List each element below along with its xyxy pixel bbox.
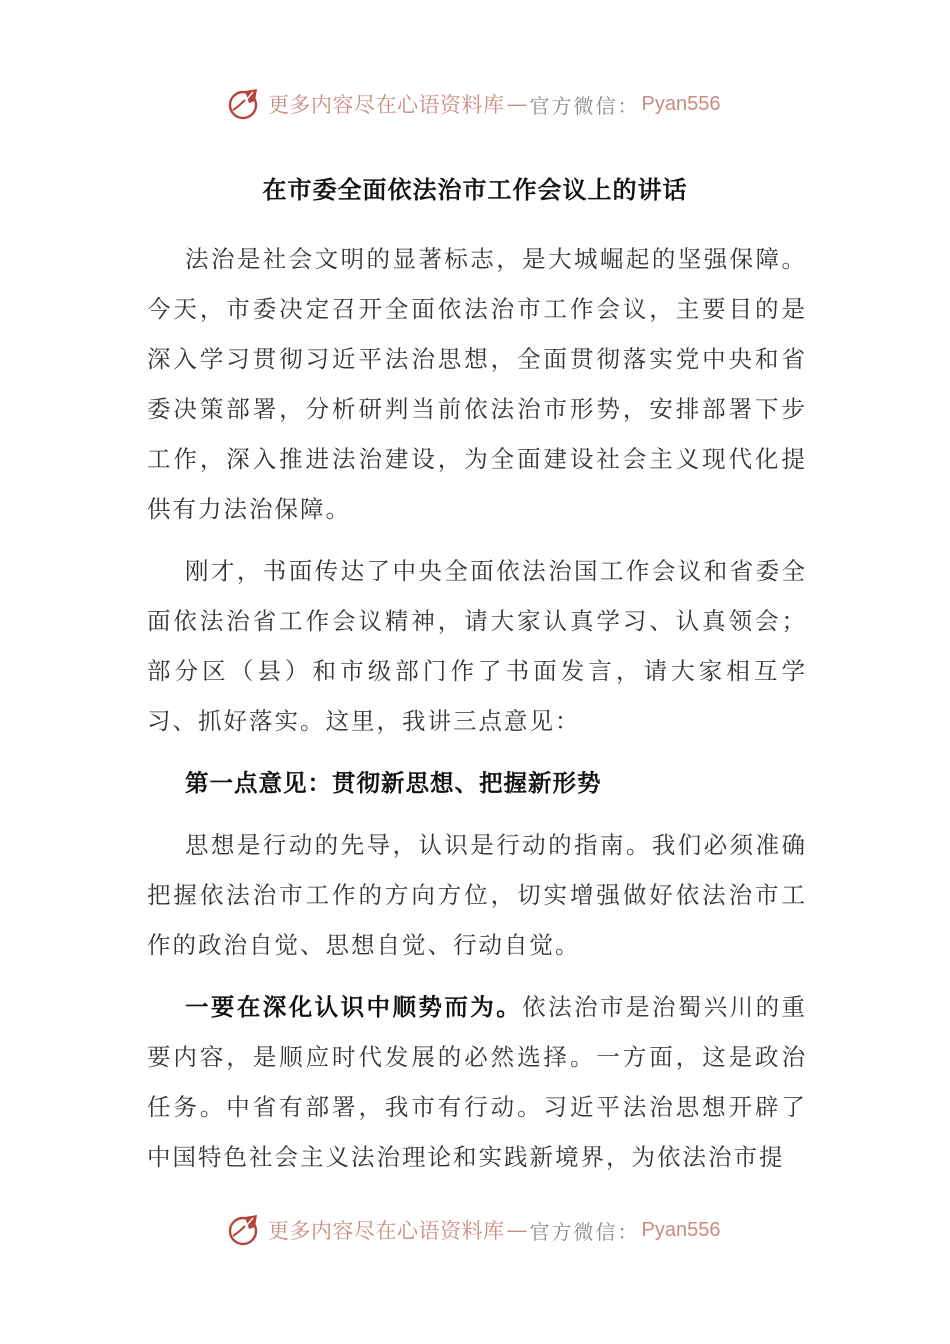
pen-nib-logo-icon [226,1212,262,1248]
header-watermark-banner [226,82,720,126]
footer-watermark-banner [226,1208,720,1252]
section-heading: 第一点意见：贯彻新思想、把握新形势 [185,769,602,797]
banner-wechat-label: 官方微信： [529,93,640,118]
document-body [147,234,807,1194]
banner-dash: — [506,92,528,116]
paragraph-context: 刚才，书面传达了中央全面依法治国工作会议和省委全面依法治省工作会议精神，请大家认真学习、认真领会；部分区（县）和市级部门作了书面发言，请大家相互学习、抓好落实。这里，我讲三点意见： [147,557,807,735]
document-title: 在市委全面依法治市工作会议上的讲话 [262,175,688,204]
banner-library-name: 心语资料库 [397,1219,505,1243]
banner-text: 更多内容尽在 [268,93,397,117]
banner-text: 更多内容尽在 [268,1219,397,1243]
paragraph-intro: 法治是社会文明的显著标志，是大城崛起的坚强保障。今天，市委决定召开全面依法治市工作会议，主要目的是深入学习贯彻习近平法治思想，全面贯彻落实党中央和省委决策部署，分析研判当前依法治市形势，安排部署下步工作，深入推进法治建设，为全面建设社会主义现代化提供有力法治保障。 [147,245,807,523]
point-body: 依法治市是治蜀兴川的重要内容，是顺应时代发展的必然选择。一方面，这是政治任务。中省有部署，我市有行动。习近平法治思想开辟了中国特色社会主义法治理论和实践新境界，为依法治市提 [147,993,808,1171]
pen-nib-logo-icon [226,86,262,122]
point-lead: 一要在深化认识中顺势而为。 [185,993,523,1021]
banner-dash: — [506,1218,528,1242]
banner-library-name: 心语资料库 [397,93,505,117]
section-intro-paragraph: 思想是行动的先导，认识是行动的指南。我们必须准确把握依法治市工作的方向方位，切实增强做好依法治市工作的政治自觉、思想自觉、行动自觉。 [147,831,807,959]
banner-wechat-label: 官方微信： [529,1219,640,1244]
point-paragraph [147,982,807,1182]
banner-wechat-id: Pyan556 [641,92,721,115]
banner-wechat-id: Pyan556 [641,1218,721,1241]
